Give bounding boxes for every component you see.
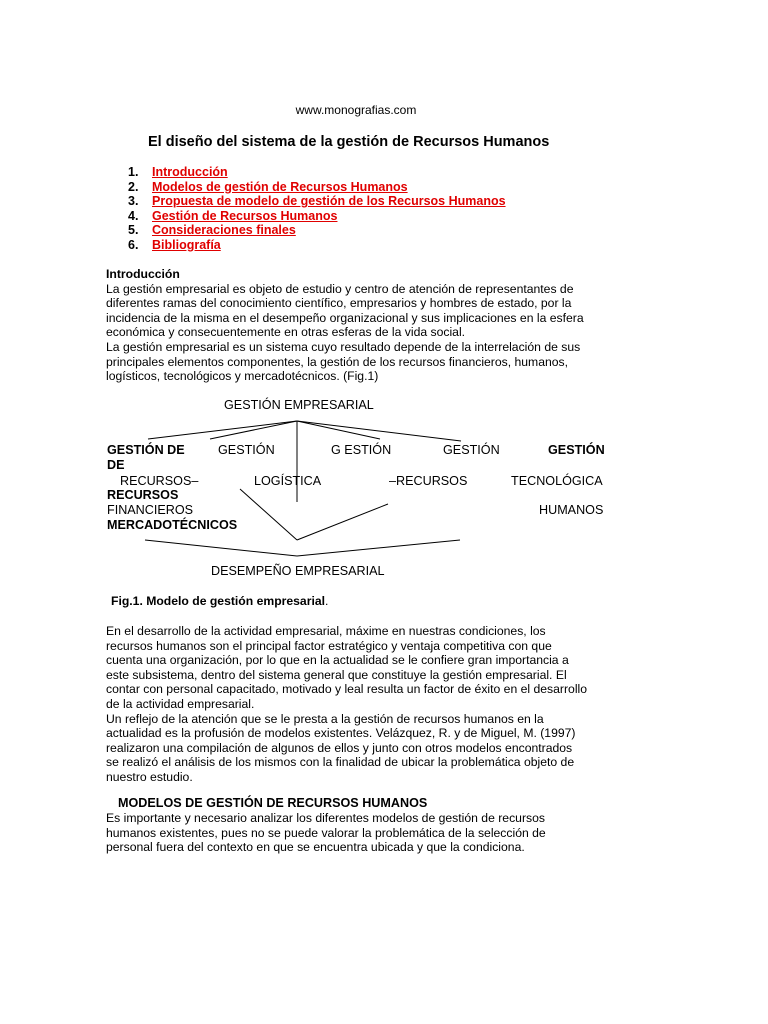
intro-line: principales elementos componentes, la gestión de los recursos financieros, humanos,: [106, 354, 569, 369]
intro-line: incidencia de la misma en el desempeño organizacional y sus implicaciones en la esfera: [106, 310, 584, 325]
connector-line: [145, 540, 297, 556]
diagram-label: GESTIÓN: [548, 443, 605, 457]
connector-line: [240, 489, 297, 540]
intro-line: económica y consecuentemente en otras esferas de la vida social.: [106, 325, 466, 340]
diagram-label: GESTIÓN: [218, 443, 275, 457]
body-line: realizaron una compilación de algunos de ellos y junto con otros modelos encontrados: [106, 740, 573, 755]
models-line: humanos existentes, pues no se puede valorar la problemática de la selección de: [106, 825, 546, 840]
diagram-label: –RECURSOS: [389, 474, 468, 488]
diagram-label: G ESTIÓN: [331, 443, 392, 457]
diagram-label: FINANCIEROS: [107, 503, 194, 517]
body-line: cuenta una organización, por lo que en la actualidad se le confiere gran importancia a: [106, 653, 569, 668]
toc-number: 4.: [128, 208, 139, 223]
models-line: personal fuera del contexto en que se encuentra ubicada y que la condiciona.: [106, 840, 525, 855]
body-line: este subsistema, dentro del sistema general que constituye la gestión empresarial. El: [106, 667, 567, 682]
toc-number: 6.: [128, 237, 139, 252]
toc-number: 3.: [128, 194, 139, 209]
figure-caption: [111, 594, 328, 608]
intro-line: logísticos, tecnológicos y mercadotécnicos. (Fig.1): [106, 369, 379, 384]
toc-link-consideraciones[interactable]: Consideraciones finales: [152, 223, 296, 238]
intro-line: La gestión empresarial es objeto de estudio y centro de atención de representantes de: [106, 281, 574, 296]
body-line: nuestro estudio.: [106, 769, 193, 784]
diagram-label: MERCADOTÉCNICOS: [107, 518, 238, 532]
toc-number: 1.: [128, 165, 139, 179]
body-line: de la actividad empresarial.: [106, 696, 255, 711]
body-line: En el desarrollo de la actividad empresarial, máxime en nuestras condiciones, los: [106, 624, 546, 638]
figure-caption-text: Fig.1. Modelo de gestión empresarial: [111, 594, 326, 608]
toc-number: 5.: [128, 223, 139, 238]
diagram-label: LOGÍSTICA: [254, 474, 322, 488]
section-heading: MODELOS DE GESTIÓN DE RECURSOS HUMANOS: [118, 796, 428, 810]
models-section: [106, 811, 626, 855]
diagram-bottom-node: DESEMPEÑO EMPRESARIAL: [211, 564, 385, 578]
diagram-label: RECURSOS: [107, 488, 179, 502]
diagram-top-node: GESTIÓN EMPRESARIAL: [224, 398, 374, 412]
body-line: contar con personal capacitado, motivado y leal resulta un factor de éxito en el desarrollo: [106, 682, 588, 697]
diagram-label: RECURSOS–: [120, 474, 199, 488]
body-line: se realizó el análisis de los mismos con la finalidad de ubicar la problemática objeto de: [106, 755, 575, 770]
body-line: recursos humanos son el principal factor estratégico y ventaja competitiva con que: [106, 638, 552, 653]
toc-link-modelos[interactable]: Modelos de gestión de Recursos Humanos: [152, 179, 408, 194]
figure-caption-period: .: [325, 594, 329, 608]
page-title: El diseño del sistema de la gestión de Recursos Humanos: [148, 134, 550, 150]
diagram-label: GESTIÓN DE: [107, 443, 185, 457]
intro-line: La gestión empresarial es un sistema cuyo resultado depende de la interrelación de sus: [106, 339, 581, 354]
connector-line: [297, 421, 461, 441]
connector-line: [297, 540, 460, 556]
site-url: www.monografias.com: [295, 103, 417, 117]
body-line: actualidad es la profusión de modelos existentes. Velázquez, R. y de Miguel, M. (1997): [106, 726, 576, 741]
toc-link-gestion[interactable]: Gestión de Recursos Humanos: [152, 208, 338, 223]
intro-line: diferentes ramas del conocimiento científico, empresarios y hombres de estado, por la: [106, 296, 572, 311]
diagram-label: GESTIÓN: [443, 443, 500, 457]
toc-link-propuesta[interactable]: Propuesta de modelo de gestión de los Recursos Humanos: [152, 194, 506, 209]
diagram-label: HUMANOS: [539, 503, 604, 517]
toc-link-bibliografia[interactable]: Bibliografía: [152, 237, 221, 252]
models-line: Es importante y necesario analizar los diferentes modelos de gestión de recursos: [106, 811, 545, 825]
intro-heading: Introducción: [106, 267, 180, 281]
toc-link-introduccion[interactable]: Introducción: [152, 165, 228, 179]
connector-line: [297, 504, 388, 540]
diagram-label: TECNOLÓGICA: [511, 474, 603, 488]
diagram-label: DE: [107, 458, 125, 472]
body-section: [106, 624, 626, 785]
toc-number: 2.: [128, 179, 139, 194]
body-line: Un reflejo de la atención que se le presta a la gestión de recursos humanos en la: [106, 711, 544, 726]
